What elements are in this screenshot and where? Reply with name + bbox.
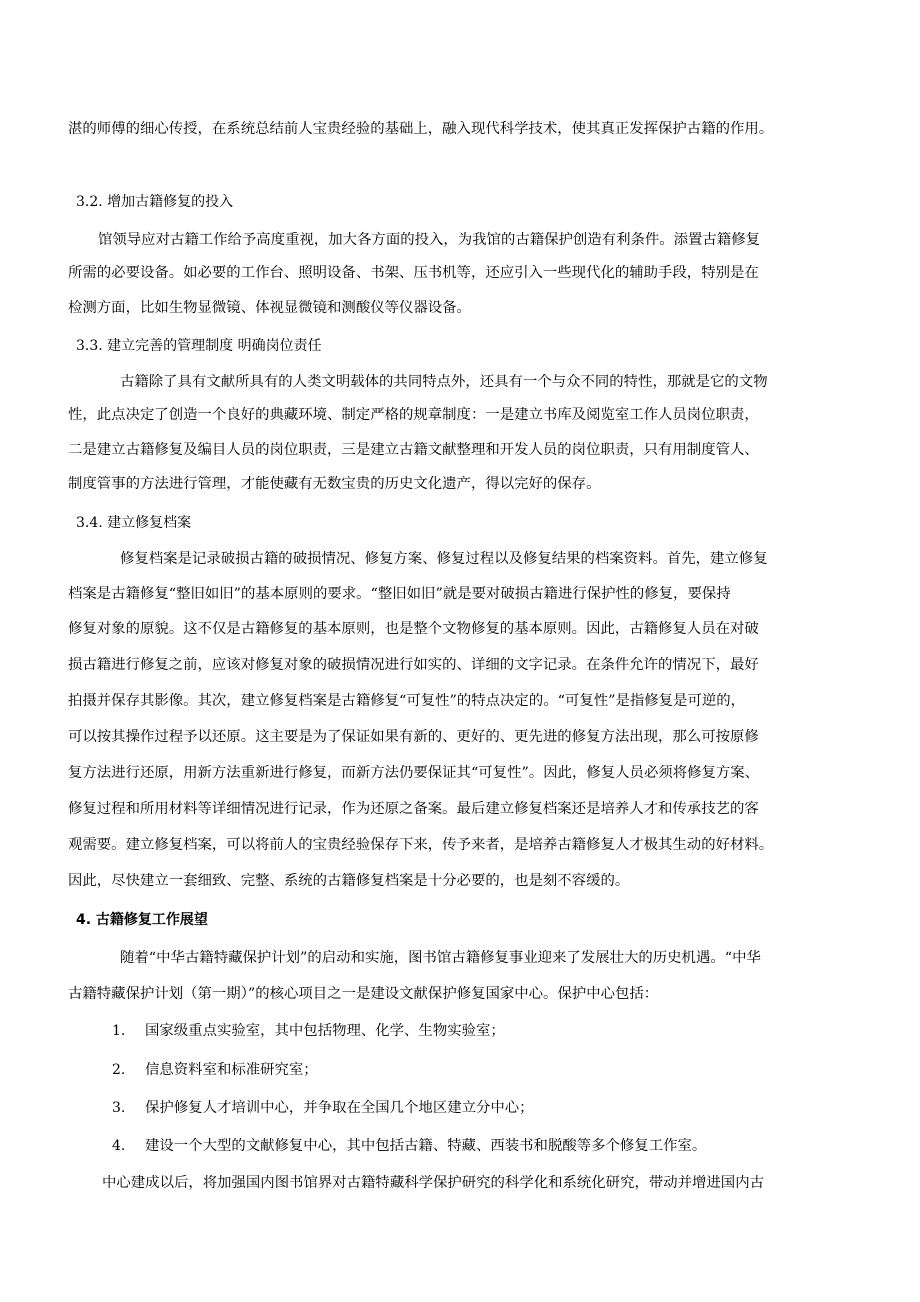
section-3-4-line: 观需要。建立修复档案，可以将前人的宝贵经验保存下来，传予来者，是培养古籍修复人才极其生动的好材料。 [68, 837, 774, 853]
list-number: 4. [112, 1138, 126, 1154]
list-number: 3. [112, 1100, 126, 1116]
section-3-4-line: 档案是古籍修复“整旧如旧”的基本原则的要求。“整旧如旧”就是要对破损古籍进行保护性的修复，要保持 [68, 586, 731, 602]
section-3-2-heading: 3.2. 增加古籍修复的投入 [76, 194, 234, 210]
continuation-text: 湛的师傅的细心传授，在系统总结前人宝贵经验的基础上，融入现代科学技术，使其真正发挥保护古籍的作用。 [68, 121, 774, 137]
list-number: 1. [112, 1023, 126, 1039]
section-3-4-heading: 3.4. 建立修复档案 [76, 515, 192, 531]
section-3-4-line: 复方法进行还原，用新方法重新进行修复，而新方法仍要保证其“可复性”。因此，修复人员必须将修复方案、 [68, 765, 760, 781]
section-3-4-line: 可以按其操作过程予以还原。这主要是为了保证如果有新的、更好的、更先进的修复方法出现，那么可按原修 [68, 729, 759, 745]
list-item: 建设一个大型的文献修复中心，其中包括古籍、特藏、西装书和脱酸等多个修复工作室。 [145, 1138, 707, 1154]
section-3-4-line: 修复对象的原貌。这不仅是古籍修复的基本原则，也是整个文物修复的基本原则。因此，古籍修复人员在对破 [68, 621, 759, 637]
section-4-closing: 中心建成以后，将加强国内图书馆界对古籍特藏科学保护研究的科学化和系统化研究，带动并增进国内古 [102, 1175, 764, 1191]
section-3-3-line: 古籍除了具有文献所具有的人类文明载体的共同特点外，还具有一个与众不同的特性，那就是它的文物 [120, 374, 768, 390]
section-3-2-line: 馆领导应对古籍工作给予高度重视，加大各方面的投入，为我馆的古籍保护创造有利条件。添置古籍修复 [98, 232, 760, 248]
section-3-4-line: 修复档案是记录破损古籍的破损情况、修复方案、修复过程以及修复结果的档案资料。首先，建立修复 [120, 551, 768, 567]
section-3-3-heading: 3.3. 建立完善的管理制度 明确岗位责任 [76, 338, 322, 354]
section-3-3-line: 性，此点决定了创造一个良好的典藏环境、制定严格的规章制度：一是建立书库及阅览室工作人员岗位职责， [68, 407, 759, 423]
section-4-line: 随着“中华古籍特藏保护计划”的启动和实施，图书馆古籍修复事业迎来了发展壮大的历史机遇。“中华 [120, 950, 761, 966]
section-3-3-line: 二是建立古籍修复及编目人员的岗位职责，三是建立古籍文献整理和开发人员的岗位职责，只有用制度管人、 [68, 442, 759, 458]
section-3-4-line: 因此，尽快建立一套细致、完整、系统的古籍修复档案是十分必要的，也是刻不容缓的。 [68, 873, 630, 889]
section-4-line: 古籍特藏保护计划（第一期）”的核心项目之一是建设文献保护修复国家中心。保护中心包括： [68, 986, 659, 1002]
list-item: 保护修复人才培训中心，并争取在全国几个地区建立分中心； [145, 1100, 534, 1116]
list-number: 2. [112, 1062, 126, 1078]
section-4-heading: 4. 古籍修复工作展望 [76, 912, 208, 928]
section-3-4-line: 修复过程和所用材料等详细情况进行记录，作为还原之备案。最后建立修复档案还是培养人才和传承技艺的客 [68, 801, 759, 817]
section-3-4-line: 拍摄并保存其影像。其次，建立修复档案是古籍修复“可复性”的特点决定的。“可复性”是指修复是可逆的， [68, 693, 746, 709]
list-item: 信息资料室和标准研究室； [145, 1062, 318, 1078]
section-3-2-line: 检测方面，比如生物显微镜、体视显微镜和测酸仪等仪器设备。 [68, 300, 471, 316]
section-3-4-line: 损古籍进行修复之前，应该对修复对象的破损情况进行如实的、详细的文字记录。在条件允许的情况下，最好 [68, 657, 759, 673]
section-3-3-line: 制度管事的方法进行管理，才能使藏有无数宝贵的历史文化遗产，得以完好的保存。 [68, 476, 601, 492]
section-3-2-line: 所需的必要设备。如必要的工作台、照明设备、书架、压书机等，还应引入一些现代化的辅助手段，特别是在 [68, 265, 759, 281]
list-item: 国家级重点实验室，其中包括物理、化学、生物实验室； [145, 1023, 505, 1039]
